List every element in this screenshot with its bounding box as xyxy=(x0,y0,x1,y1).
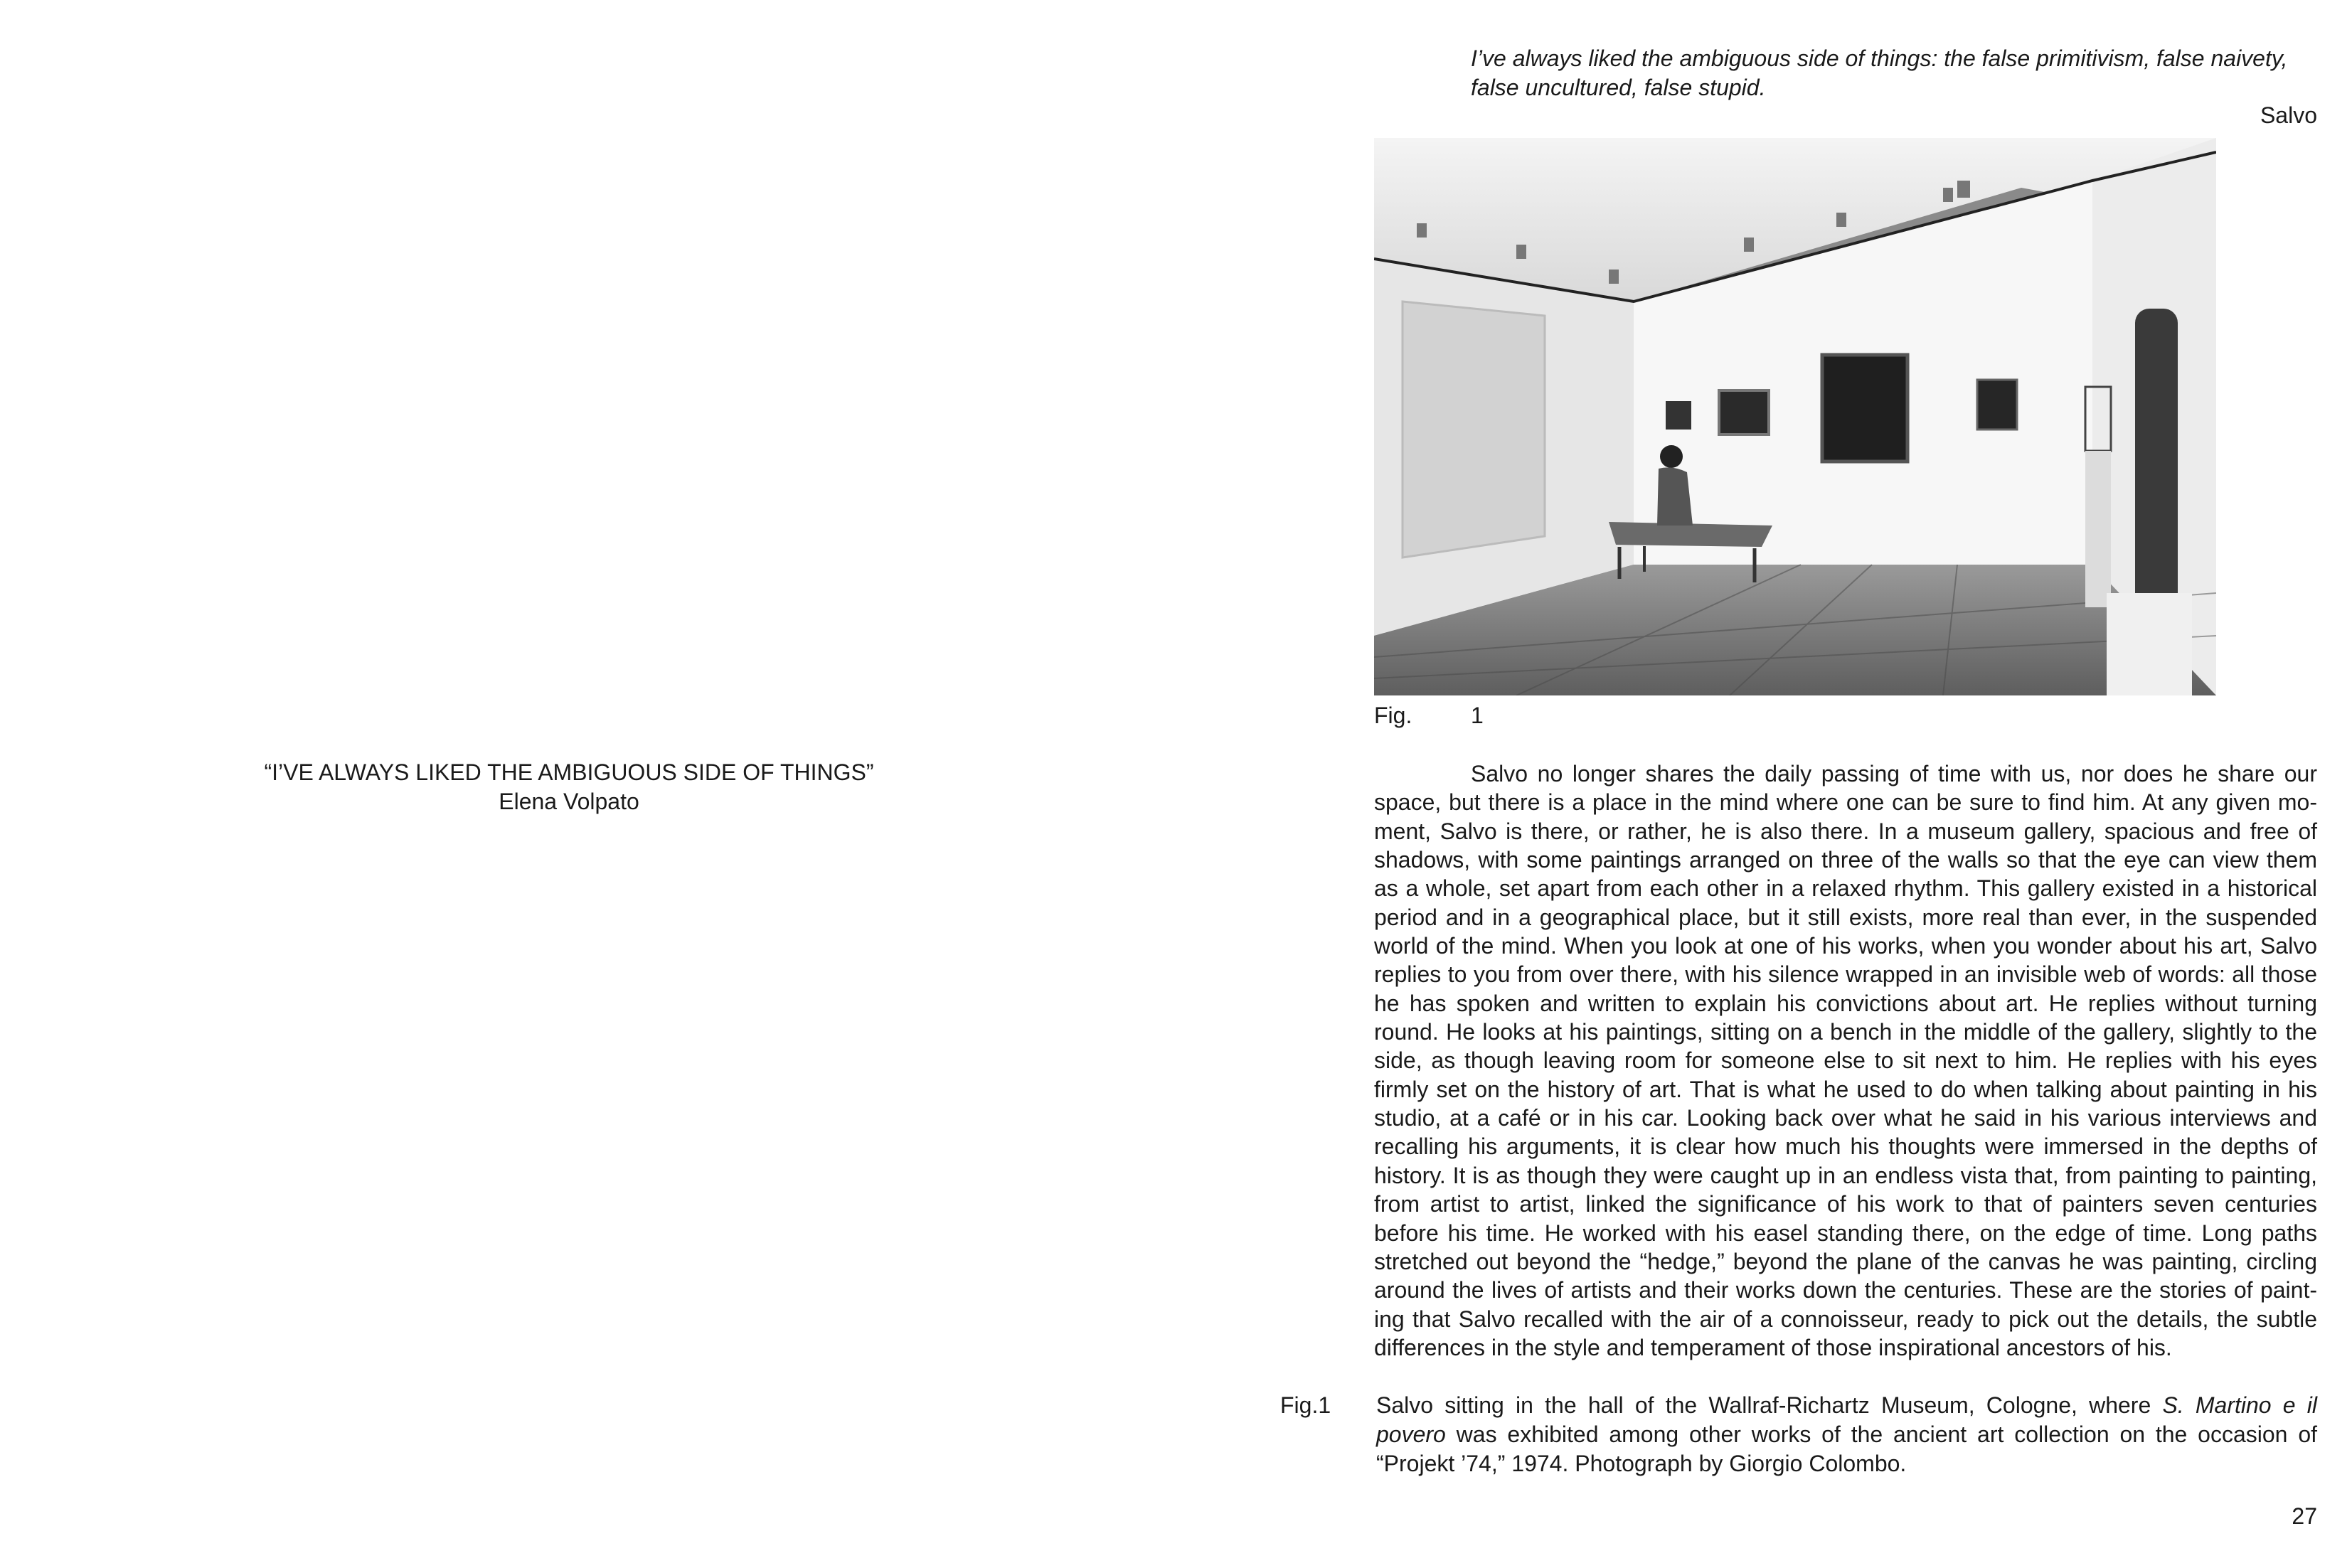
epigraph-author: Salvo xyxy=(2260,102,2317,128)
figure-number: 1 xyxy=(1471,703,1484,728)
body-paragraph: Salvo no longer shares the daily passing of time with us, nor does he share our space, but there is a place in the mind where one can be sure to find him. At any given moment, Salvo is there, or rather, he is also there. In a museum gallery, spacious and free of shadows, with some paintings arranged on three of the walls so that the eye can view them as a whole, set apart from each other in a relaxed rhythm. This gallery existed in a historical period and in a geographical place, but it still exists, more real than ever, in the suspended world of the mind. When you look at one of his works, when you wonder about his art, Salvo replies to you from over there, with his silence wrapped in an invisible web of words: all those he has spoken and written to explain his convictions about art. He replies without turning round. He looks at his paintings, sitting on a bench in the middle of the gallery, slightly to the side, as though leaving room for someone else to sit next to him. He replies with his eyes firmly set on the history of art. That is what he used to do when talking about painting in his studio, at a café or in his car. Looking back over what he said in his various interviews and recalling his arguments, it is clear how much his thoughts were immersed in the depths of history. It is as though they were caught up in an endless vista that, from painting to painting, from artist to artist, linked the significance of his work to that of painters seven centuries before his time. He worked with his easel standing there, on the edge of time. Long paths stretched out beyond the “hedge,” beyond the plane of the canvas he was painting, circling around the lives of artists and their works down the centuries. These are the stories of painting that Salvo recalled with the air of a connoisseur, ready to pick out the details, the subtle differences in the style and temperament of those inspirational ancestors of his. xyxy=(1374,761,2317,1360)
article-title: “I’VE ALWAYS LIKED THE AMBIGUOUS SIDE OF THINGS” xyxy=(264,759,874,785)
caption-artwork-title: S. Martino e il povero xyxy=(1376,1392,2318,1447)
figure-caption xyxy=(1376,1391,2317,1478)
caption-text-2: was exhibited among other works of the ancient art collection on the occasion of “Projekt ’74,” 1974. Photograph by Giorgio Colombo. xyxy=(1376,1422,2317,1476)
figure-label: Fig. xyxy=(1374,703,1412,728)
caption-label: Fig.1 xyxy=(1280,1392,1331,1418)
article-author: Elena Volpato xyxy=(499,789,639,814)
article-heading xyxy=(213,758,925,816)
page-number: 27 xyxy=(2292,1503,2317,1529)
epigraph-quote: I’ve always liked the ambiguous side of things: the false primitivism, false naivety, false uncultured, false stupid. xyxy=(1471,46,2288,100)
caption-text-1: Salvo sitting in the hall of the Wallraf-Richartz Museum, Cologne, where xyxy=(1376,1392,2163,1418)
gallery-photograph xyxy=(1374,138,2216,695)
